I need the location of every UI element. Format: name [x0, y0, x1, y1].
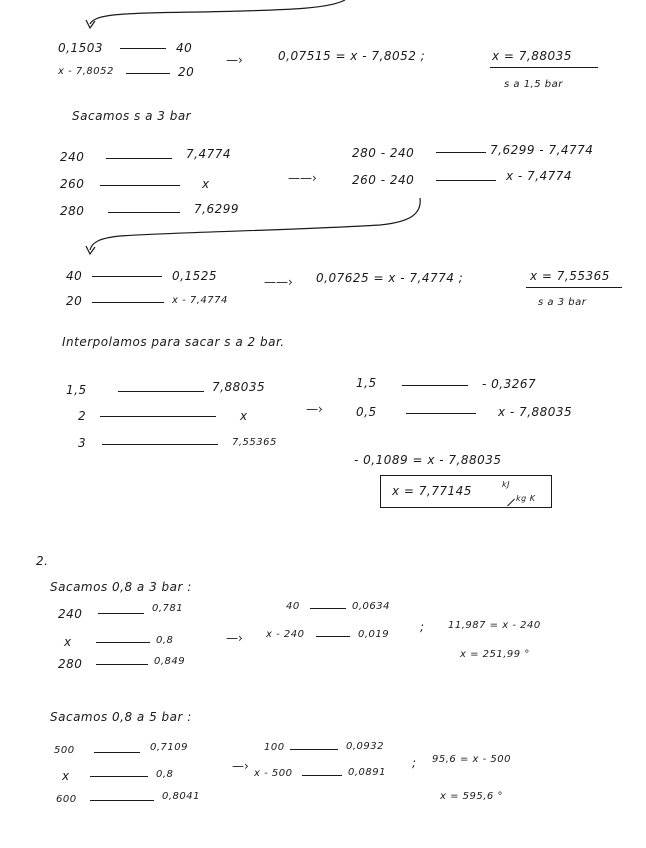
b5-r3-left: 280 [58, 657, 83, 671]
b5-r1-line [98, 613, 144, 614]
problem-number: 2. [36, 554, 49, 568]
b5-equation: 11,987 = x - 240 [448, 620, 541, 631]
b6-r3-right: 0,8041 [162, 791, 200, 802]
b5-r3-right: 0,849 [154, 656, 186, 667]
b4-r1-left: 1,5 [66, 383, 87, 397]
b4-r2-line [100, 416, 216, 417]
b2-r3-left: 280 [60, 204, 85, 218]
b1-r2-left: x - 7,8052 [58, 66, 114, 77]
b4-diff1-right: - 0,3267 [482, 377, 537, 391]
b6-r1-left: 500 [54, 745, 75, 756]
b6-r2-left: x [62, 769, 70, 783]
b5-r3-line [96, 664, 148, 665]
b5-diff1-right: 0,0634 [352, 601, 390, 612]
b3-result: x = 7,55365 [530, 269, 610, 283]
b3-r1-line [92, 276, 162, 277]
b5-arrow: —› [226, 631, 243, 645]
b6-diff1-right: 0,0932 [346, 741, 384, 752]
b2-diff2-right: x - 7,4774 [506, 169, 573, 183]
b4-equation: - 0,1089 = x - 7,88035 [354, 453, 502, 467]
b4-r1-right: 7,88035 [212, 380, 266, 394]
b5-diff1-left: 40 [286, 601, 300, 612]
b3-r2-line [92, 302, 164, 303]
b1-r2-right: 20 [178, 65, 195, 79]
b3-result-underline [526, 287, 622, 288]
b4-r3-left: 3 [78, 436, 87, 450]
b2-r3-right: 7,6299 [194, 202, 239, 216]
b4-arrow: —› [306, 402, 323, 416]
b5-r1-right: 0,781 [152, 603, 184, 614]
b3-result-note: s a 3 bar [538, 297, 587, 308]
heading-08-3bar: Sacamos 0,8 a 3 bar : [50, 580, 192, 594]
b2-diff2-left: 260 - 240 [352, 173, 415, 187]
b6-r2-right: 0,8 [156, 769, 174, 780]
heading-3bar: Sacamos s a 3 bar [72, 109, 192, 123]
b2-diff1-left: 280 - 240 [352, 146, 415, 160]
b2-arrow: ——› [288, 171, 317, 185]
b2-diff1-right: 7,6299 - 7,4774 [490, 143, 594, 157]
b3-equation: 0,07625 = x - 7,4774 ; [316, 271, 464, 285]
b2-r2-right: x [202, 177, 210, 191]
b4-r3-line [102, 444, 218, 445]
b4-unit-denominator: kg K [516, 494, 536, 503]
b5-result: x = 251,99 ° [460, 649, 530, 660]
b5-separator: ; [420, 620, 425, 634]
b4-r2-left: 2 [78, 409, 87, 423]
b4-diff2-line [406, 413, 476, 414]
b3-r2-left: 20 [66, 294, 83, 308]
b6-r1-line [94, 752, 140, 753]
b6-diff2-right: 0,0891 [348, 767, 386, 778]
b4-unit-numerator: kJ [502, 480, 510, 489]
b1-result-note: s a 1,5 bar [504, 79, 563, 90]
b5-diff1-line [310, 608, 346, 609]
b1-r1-left: 0,1503 [58, 41, 103, 55]
b3-r1-left: 40 [66, 269, 83, 283]
b3-r1-right: 0,1525 [172, 269, 217, 283]
b5-r2-left: x [64, 635, 72, 649]
b2-r2-left: 260 [60, 177, 85, 191]
b6-r2-line [90, 776, 148, 777]
b4-r1-line [118, 391, 204, 392]
b2-r1-left: 240 [60, 150, 85, 164]
b3-arrow: ——› [264, 275, 293, 289]
b5-r1-left: 240 [58, 607, 83, 621]
b6-result: x = 595,6 ° [440, 791, 503, 802]
b5-r2-line [96, 642, 150, 643]
b4-boxed-result: x = 7,77145 [392, 484, 472, 498]
b6-r3-left: 600 [56, 794, 77, 805]
b4-diff1-line [402, 385, 468, 386]
b6-diff2-left: x - 500 [254, 768, 293, 779]
heading-interp: Interpolamos para sacar s a 2 bar. [62, 335, 285, 349]
b6-r3-line [90, 800, 154, 801]
b1-r1-right: 40 [176, 41, 193, 55]
b6-diff1-left: 100 [264, 742, 285, 753]
heading-08-5bar: Sacamos 0,8 a 5 bar : [50, 710, 192, 724]
b5-diff2-line [316, 636, 350, 637]
b6-diff2-line [302, 775, 342, 776]
b4-r2-right: x [240, 409, 248, 423]
b1-result: x = 7,88035 [492, 49, 572, 63]
b1-arrow: —› [226, 53, 243, 67]
b6-separator: ; [412, 756, 417, 770]
b4-diff2-left: 0,5 [356, 405, 377, 419]
b5-r2-right: 0,8 [156, 635, 174, 646]
b5-diff2-right: 0,019 [358, 629, 390, 640]
b1-equation: 0,07515 = x - 7,8052 ; [278, 49, 426, 63]
b4-r3-right: 7,55365 [232, 437, 277, 448]
b6-arrow: —› [232, 759, 249, 773]
b3-r2-right: x - 7,4774 [172, 295, 228, 306]
b6-diff1-line [290, 749, 338, 750]
b6-r1-right: 0,7109 [150, 742, 188, 753]
b2-r1-right: 7,4774 [186, 147, 231, 161]
b5-diff2-left: x - 240 [266, 629, 305, 640]
b4-diff1-left: 1,5 [356, 376, 377, 390]
b6-equation: 95,6 = x - 500 [432, 754, 511, 765]
b4-diff2-right: x - 7,88035 [498, 405, 573, 419]
